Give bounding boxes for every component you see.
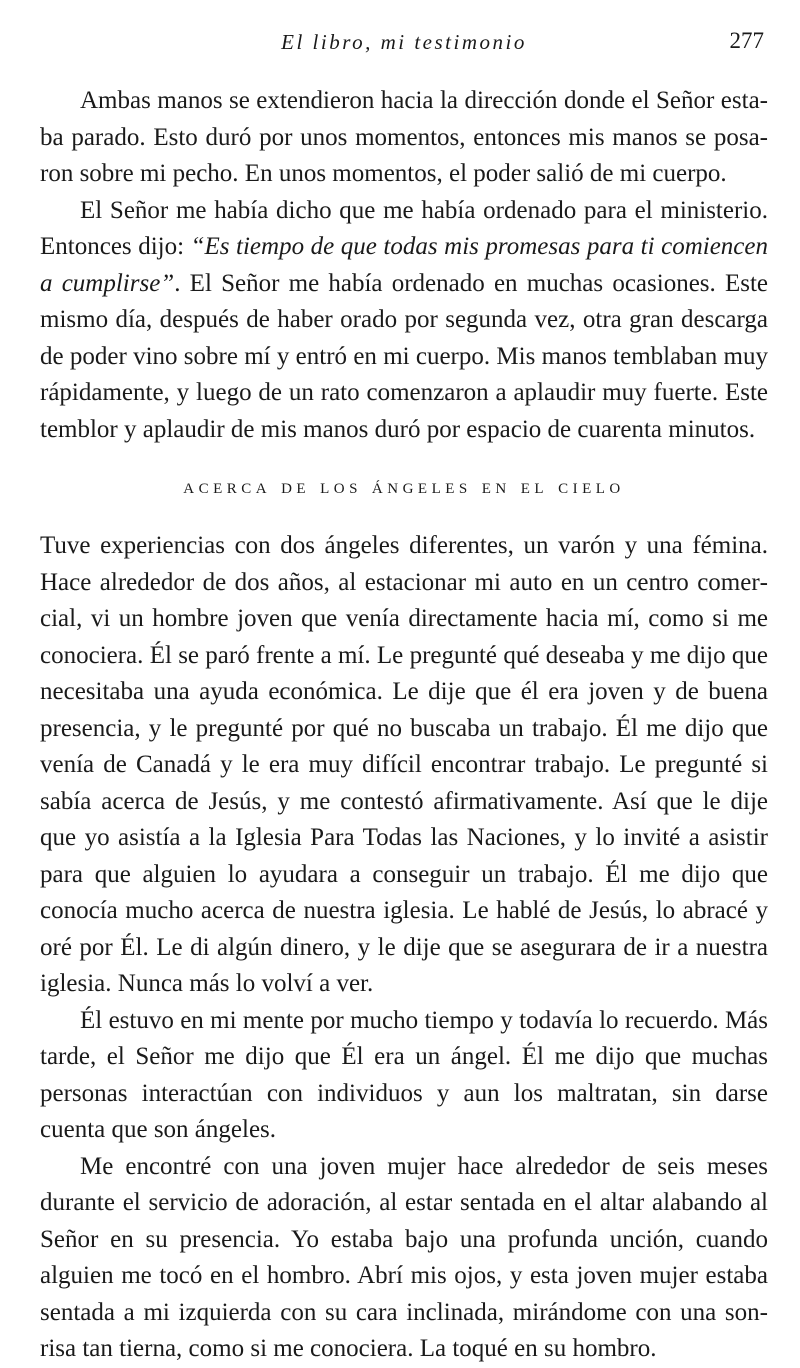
running-title: El libro, mi testimonio <box>281 30 527 54</box>
text-run: . El Señor me había ordenado en muchas ocasiones. Este mismo día, después de haber orado por segunda vez, otra gran descarga de poder vino sobre mí y entró en mi cuerpo. Mis manos temblaban muy rápidamente, y luego de un rato comenzaron a aplaudir muy fuerte. Este temblor y aplaudir de mis manos duró por espacio de cuarenta minutos. <box>40 269 769 443</box>
paragraph <box>40 83 768 193</box>
page-number: 277 <box>729 28 764 53</box>
paragraph: Me encontré con una joven mujer hace alrededor de seis meses durante el servicio de adoración, al estar sentada en el altar alabando al Señor en su presencia. Yo estaba bajo una profunda unción, cuando alguien me tocó en el hombro. Abrí mis ojos, y esta joven mujer estaba sentada a mi izquierda con su cara inclinada, mirándome con una sonrisa tan tierna, como si me conociera. La toqué en su hombro. <box>40 1152 768 1362</box>
paragraph <box>40 193 768 449</box>
section-heading <box>40 473 768 499</box>
body-text <box>40 83 768 1368</box>
text-run: El Señor me había dicho que me había ordenado para el ministerio. Entonces dijo: <box>40 196 768 260</box>
paragraph: Tuve experiencias con dos ángeles diferentes, un varón y una fémina. Hace alrededor de dos años, al estacionar mi auto en un centro comercial, vi un hombre joven que venía directamente hacia mí, como si me conociera. Él se paró frente a mí. Le pregunté qué deseaba y me dijo que necesitaba una ayuda económica. Le dije que él era joven y de buena presencia, y le pregunté por qué no buscaba un trabajo. Él me dijo que venía de Canadá y le era muy difícil encontrar trabajo. Le pregunté si sabía acerca de Jesús, y me contestó afirmativamente. Así que le dije que yo asistía a la Iglesia Para Todas las Naciones, y lo invité a asistir para que alguien lo ayudara a conseguir un trabajo. Él me dijo que conocía mucho acerca de nuestra iglesia. Le hablé de Jesús, lo abracé y oré por Él. Le di algún dinero, y le dije que se asegurara de ir a nuestra iglesia. Nunca más lo volví a ver. <box>40 532 768 997</box>
italic-quote: “Es tiempo de que todas mis promesas para ti comiencen a cumplirse” <box>40 233 768 297</box>
section-heading-text: acerca de los ángeles en el cielo <box>183 473 625 498</box>
running-head <box>40 22 768 66</box>
text-run: Ambas manos se extendieron hacia la dirección donde el Señor estaba parado. Esto duró por unos momentos, entonces mis manos se posaron sobre mi pecho. En unos momentos, el poder salió de mi cuerpo. <box>40 87 768 187</box>
paragraph: Él estuvo en mi mente por mucho tiempo y todavía lo recuerdo. Más tarde, el Señor me dijo que Él era un ángel. Él me dijo que muchas personas interactúan con individuos y aun los maltratan, sin darse cuenta que son ángeles. <box>40 1006 768 1143</box>
